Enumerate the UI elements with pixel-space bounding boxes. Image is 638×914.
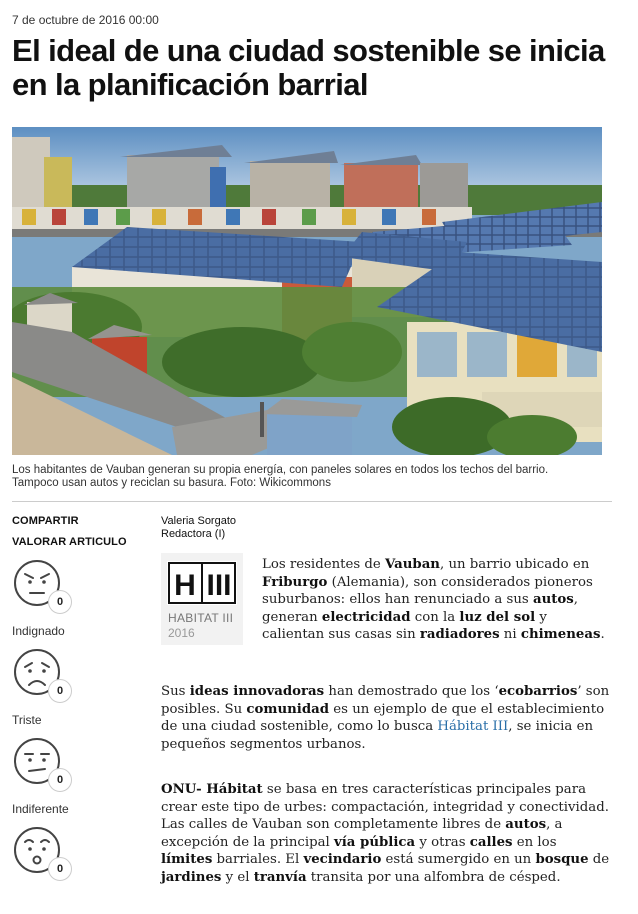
- author-name[interactable]: Valeria Sorgato: [161, 515, 237, 527]
- text-run: transita por una alfombra de césped.: [306, 869, 561, 885]
- bold-term: ecobarrios: [498, 684, 578, 699]
- text-run: , se inicia en pequeños segmentos urbanos.: [161, 719, 594, 752]
- reaction-label: Indignado: [12, 624, 65, 638]
- reaction-indignado[interactable]: [12, 558, 142, 647]
- article-photo[interactable]: [12, 127, 602, 455]
- text-run: es un ejemplo de que el establecimiento de una ciudad sostenible, como lo busca: [161, 701, 605, 734]
- neutral-face-icon[interactable]: [12, 736, 74, 798]
- solar-neighborhood-photo: [12, 127, 602, 455]
- text-run: Los residentes de: [262, 557, 386, 572]
- angry-face-icon[interactable]: [12, 558, 74, 620]
- section-divider: [12, 501, 612, 502]
- text-run: barriales. El: [212, 852, 304, 867]
- body-paragraph-2: [161, 683, 612, 753]
- reaction-triste[interactable]: [12, 647, 142, 736]
- text-run: está sumergido en un: [381, 852, 536, 867]
- text-run: se basa en tres características principales para crear este tipo de urbes: compactación, integridad y conectividad. Las calles de Vauban son completamente libres de: [161, 782, 609, 832]
- bold-term: autos: [505, 817, 547, 832]
- reaction-count: 0: [48, 590, 72, 614]
- reaction-label: Indiferente: [12, 802, 69, 816]
- text-run: y calientan sus casas sin: [262, 609, 547, 642]
- bold-term: vecindario: [303, 852, 382, 867]
- author-block: [161, 515, 236, 541]
- body-paragraph-3: [161, 781, 612, 886]
- article-title: El ideal de una ciudad sostenible se inicia en la planificación barrial: [12, 33, 605, 102]
- text-run: han demostrado que los ‘: [324, 684, 499, 699]
- habitat-logo: [161, 553, 243, 645]
- reaction-count: 0: [48, 857, 72, 881]
- reaction-count: 0: [48, 679, 72, 703]
- body-paragraph-1: [262, 556, 612, 644]
- share-button[interactable]: COMPARTIR: [12, 515, 79, 527]
- reaction-label: Triste: [12, 713, 42, 727]
- bold-term: luz del sol: [459, 609, 536, 625]
- text-run: (Alemania), son considerados pioneros suburbanos: ellos han renunciado a sus: [262, 574, 593, 607]
- bold-term: autos: [532, 592, 574, 607]
- bold-term: Friburgo: [262, 574, 328, 590]
- text-run: en los: [512, 834, 557, 850]
- photo-caption-line-2: Tampoco usan autos y reciclan su basura. Foto: Wikicommons: [12, 477, 331, 489]
- bold-term: ONU- Hábitat: [161, 782, 263, 797]
- bold-term: radiadores: [419, 627, 500, 642]
- bold-term: tranvía: [253, 869, 307, 885]
- reaction-surprised[interactable]: [12, 825, 142, 914]
- text-run: .: [600, 627, 605, 642]
- text-run: ’ son posibles. Su: [161, 684, 610, 717]
- rate-article-heading: VALORAR ARTICULO: [12, 536, 127, 548]
- text-run: , a excepción de la principal: [161, 817, 563, 850]
- text-run: y otras: [415, 834, 470, 850]
- text-run: , un barrio ubicado en: [439, 557, 590, 572]
- logo-year: 2016: [168, 626, 195, 640]
- bold-term: calles: [469, 834, 513, 850]
- bold-term: límites: [161, 852, 213, 867]
- text-run: Sus: [161, 684, 190, 699]
- surprised-face-icon[interactable]: [12, 825, 74, 887]
- habitat-mark-icon: [167, 561, 237, 605]
- text-run: con la: [410, 609, 460, 625]
- sad-face-icon[interactable]: [12, 647, 74, 709]
- bold-term: comunidad: [246, 701, 330, 717]
- bold-term: jardines: [161, 869, 222, 885]
- text-run: y el: [221, 869, 254, 885]
- article-date: 7 de octubre de 2016 00:00: [12, 13, 159, 27]
- bold-term: chimeneas: [520, 627, 601, 642]
- author-role: Redactora (I): [161, 528, 226, 540]
- reaction-indiferente[interactable]: [12, 736, 142, 825]
- reaction-count: 0: [48, 768, 72, 792]
- photo-caption-line-1: Los habitantes de Vauban generan su propia energía, con paneles solares en todos los techos del barrio.: [12, 464, 549, 476]
- photo-caption: [12, 464, 612, 490]
- bold-term: ideas innovadoras: [189, 684, 325, 699]
- bold-term: bosque: [535, 852, 589, 867]
- inline-link[interactable]: Hábitat III: [437, 719, 509, 734]
- text-run: de: [588, 852, 610, 867]
- bold-term: Vauban: [385, 557, 440, 572]
- logo-text: HABITAT III: [168, 611, 234, 625]
- logo-mark-text: H III: [174, 569, 232, 602]
- sidebar: [12, 515, 142, 914]
- bold-term: vía pública: [334, 834, 416, 850]
- bold-term: electricidad: [321, 609, 411, 625]
- text-run: , generan: [262, 592, 578, 625]
- text-run: ni: [499, 627, 521, 642]
